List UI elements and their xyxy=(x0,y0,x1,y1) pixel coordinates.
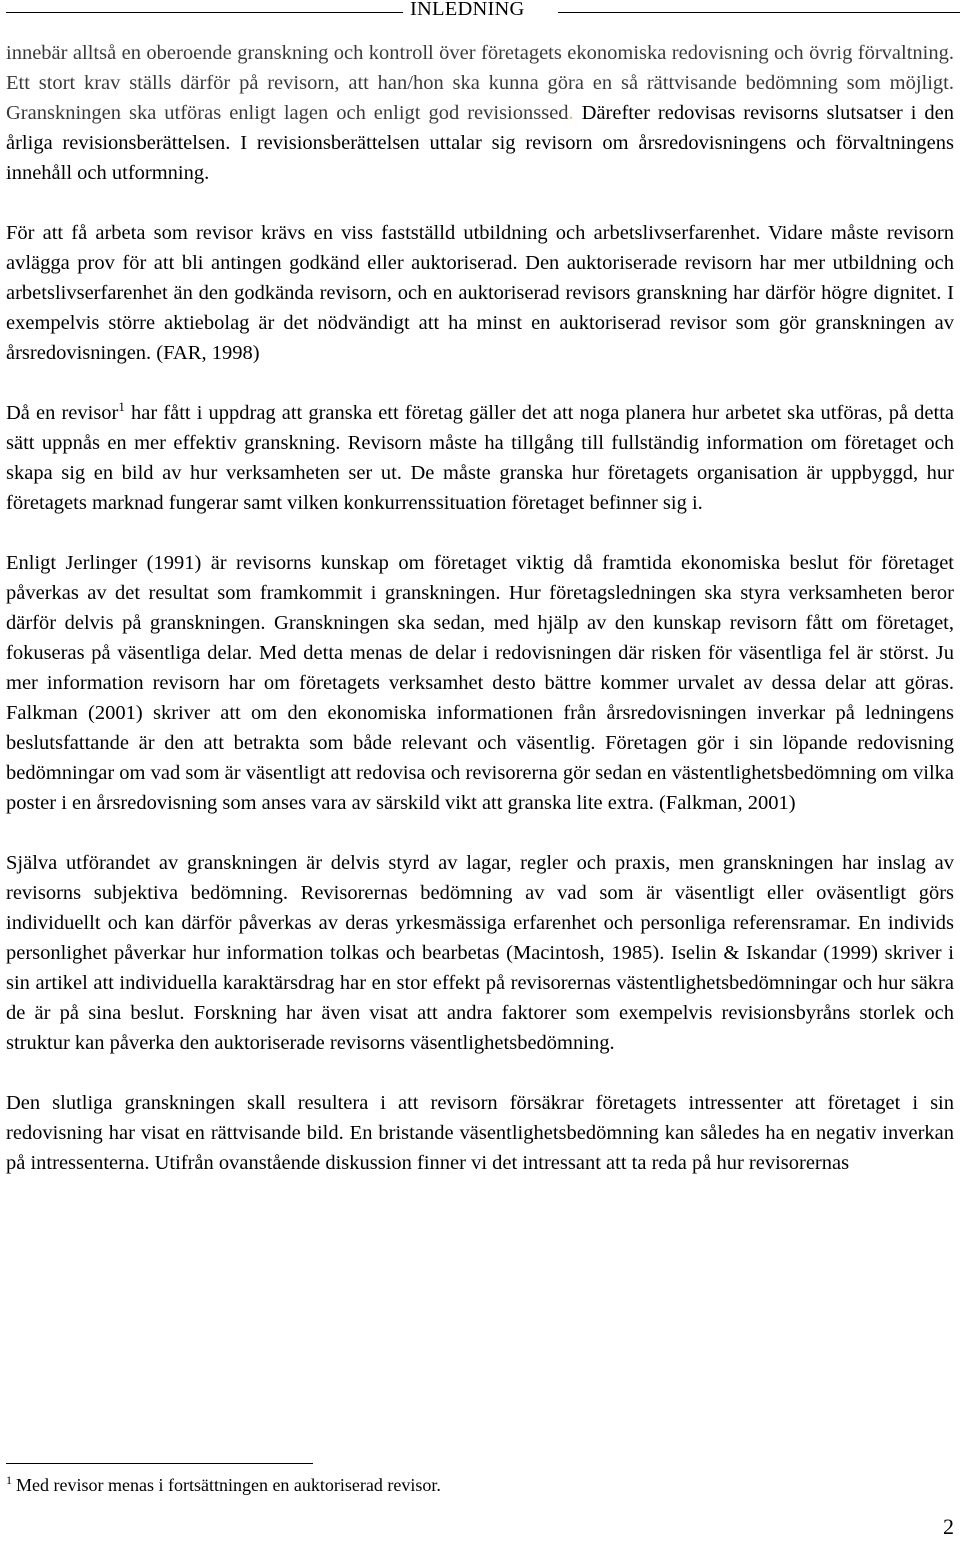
paragraph-3-lead: Då en revisor xyxy=(6,402,119,424)
paragraph-1-sentence-a: innebär alltså en oberoende granskning och kontroll över företagets ekonomiska redovisning och övrig förvaltning. Ett stort krav ställs därför på revisorn, att han/hon ska kunna göra en så rättvisande bedömning som möjligt. Granskningen ska utföras enligt lagen och enligt god revisionssed xyxy=(6,42,954,124)
footnote-marker: 1 xyxy=(6,1473,12,1487)
paragraph-4: Enligt Jerlinger (1991) är revisorns kunskap om företaget viktig då framtida ekonomiska beslut för företaget påverkas av det resultat som framkommit i granskningen. Hur företagsledningen ska styra verksamheten beror därför delvis på granskningen. Granskningen ska sedan, med hjälp av den kunskap revisorn fått om företaget, fokuseras på väsentliga delar. Med detta menas de delar i redovisningen där risken för väsentliga fel är störst. Ju mer information revisorn har om företagets verksamhet desto bättre kommer urvalet av dessa delar att göras. Falkman (2001) skriver att om den ekonomiska informationen från årsredovisningen inverkar på ledningens beslutsfattande är den att betrakta som både relevant och väsentlig. Företagen gör i sin löpande redovisning bedömningar om vad som är väsentligt att redovisa och revisorerna gör sedan en västentlighetsbedömning om vilka poster i en årsredovisning som anses vara av särskild vikt att granska lite extra. (Falkman, 2001) xyxy=(6,552,954,814)
header-rule-left xyxy=(6,12,403,13)
footnote-separator xyxy=(6,1463,313,1464)
paragraph-6: Den slutliga granskningen skall resultera i att revisorn försäkrar företagets intressenter att företaget i sin redovisning har visat en rättvisande bild. En bristande väsentlighetsbedömning kan således ha en negativ inverkan på intressenterna. Utifrån ovanstående diskussion finner vi det intressant att ta reda på hur revisorernas xyxy=(6,1092,954,1174)
header-rule-right xyxy=(558,12,960,13)
body-text xyxy=(6,38,954,1208)
paragraph-1 xyxy=(6,38,954,188)
footnote-text: Med revisor menas i fortsättningen en auktoriserad revisor. xyxy=(16,1475,441,1495)
footnote xyxy=(6,1470,441,1500)
running-header xyxy=(0,0,960,24)
paragraph-5: Själva utförandet av granskningen är delvis styrd av lagar, regler och praxis, men granskningen har inslag av revisorns subjektiva bedömning. Revisorernas bedömning av vad som är väsentligt eller oväsentligt görs individuellt och kan därför påverkas av deras yrkesmässiga erfarenhet och personliga referensramar. En individs personlighet påverkar hur information tolkas och bearbetas (Macintosh, 1985). Iselin & Iskandar (1999) skriver i sin artikel att individuella karaktärsdrag har en stor effekt på revisorernas västentlighetsbedömningar och hur säkra de är på sina beslut. Forskning har även visat att andra faktorer som exempelvis revisionsbyråns storlek och struktur kan påverka den auktoriserade revisorns väsentlighetsbedömning. xyxy=(6,852,954,1054)
paragraph-3-rest: har fått i uppdrag att granska ett företag gäller det att noga planera hur arbetet ska utföras, på detta sätt uppnås en mer effektiv granskning. Revisorn måste ha tillgång till fullständig information om företaget och skapa sig en bild av hur verksamheten ser ut. De måste granska hur företagets organisation är uppbyggd, hur företagets marknad fungerar samt vilken konkurrenssituation företaget befinner sig i. xyxy=(6,402,954,514)
paragraph-1-period: . xyxy=(568,102,574,124)
page-number: 2 xyxy=(943,1514,954,1539)
paragraph-3 xyxy=(6,398,954,518)
header-title: INLEDNING xyxy=(410,0,525,20)
paragraph-2: För att få arbeta som revisor krävs en viss fastställd utbildning och arbetslivserfarenhet. Vidare måste revisorn avlägga prov för att bli antingen godkänd eller auktoriserad. Den auktoriserade revisorn har mer utbildning och arbetslivserfarenhet än den godkända revisorn, och en auktoriserad revisors granskning har därför högre dignitet. I exempelvis större aktiebolag är det nödvändigt att ha minst en auktoriserad revisor som gör granskningen av årsredovisningen. (FAR, 1998) xyxy=(6,222,954,364)
paragraph-1-sentence-b: Därefter redovisas revisorns slutsatser i den årliga revisionsberättelsen. I revisionsberättelsen uttalar sig revisorn om årsredovisningens och förvaltningens innehåll och utformning. xyxy=(6,102,954,184)
footnote-reference: 1 xyxy=(118,399,125,415)
